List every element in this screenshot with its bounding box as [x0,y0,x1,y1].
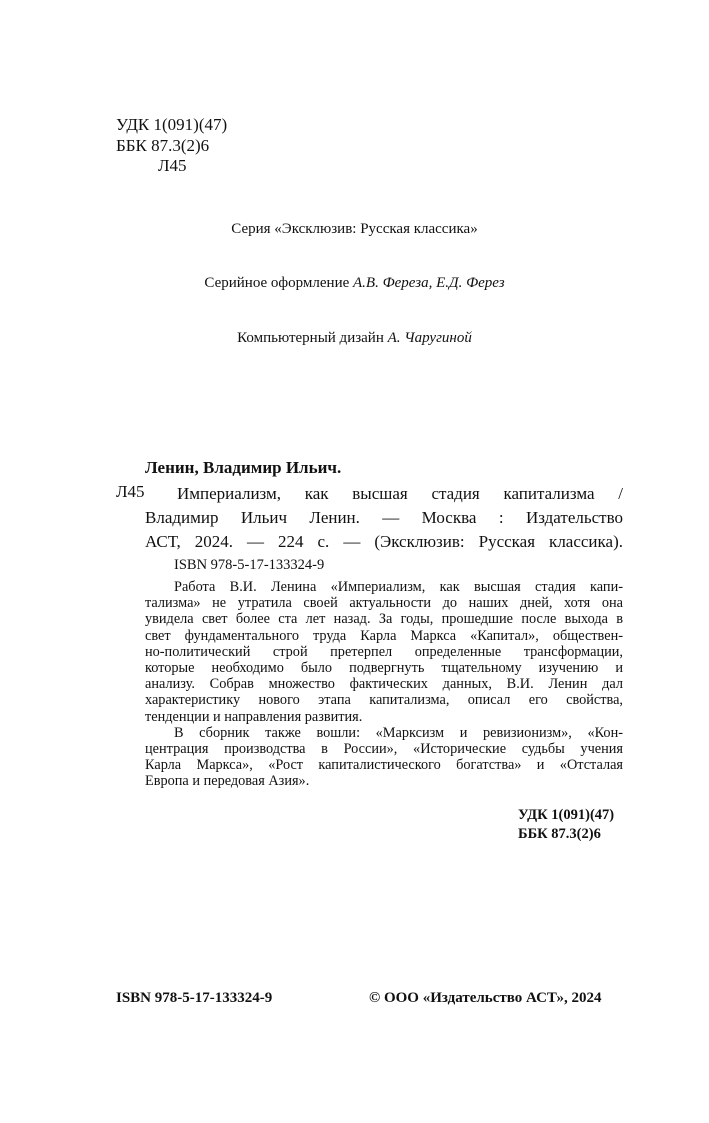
author-mark: Л45 [158,156,187,175]
annotation-line: которые необходимо было подвергнуть тщательному изучению и [145,660,623,677]
computer-design-name: А. Чаругиной [387,330,472,346]
annotation-line: В сборник также вошли: «Марксизм и ревизионизм», «Кон- [174,724,623,741]
title-line: АСТ, 2024. — 224 с. — (Эксклюзив: Русская классика). [145,532,623,551]
series-text: Серия «Эксклюзив: Русская классика» [231,221,478,237]
record-isbn: ISBN 978-5-17-133324-9 [174,557,325,573]
annotation-line: тенденции и направления развития. [145,708,363,725]
serial-design-line [0,275,709,292]
annotation-line: тализма» не утратила своей актуальности до наших дней, хотя она [145,595,623,612]
annotation-line: Европа и передовая Азия». [145,773,310,790]
bottom-bbk-code: ББК 87.3(2)6 [518,826,601,842]
serial-design-names: А.В. Фереза, Е.Д. Ферез [353,275,505,291]
record-code: Л45 [116,482,145,501]
record-title [145,482,623,554]
annotation-line: Карла Маркса», «Рост капиталистического богатства» и «Отсталая [145,757,623,774]
annotation-line: центрация производства в России», «Исторические судьбы учения [145,741,623,758]
classification-block [116,115,227,177]
annotation-line: но-политический строй претерпел определенные трансформации, [145,643,623,660]
bottom-udk-code: УДК 1(091)(47) [518,807,615,823]
annotation [145,579,623,790]
computer-design-line [0,330,709,347]
annotation-line: характеристику нового этапа капитализма, описал его свойства, [145,692,623,709]
annotation-line: свет фундаментального труда Карла Маркса «Капитал», обществен- [145,627,623,644]
title-line: Империализм, как высшая стадия капитализма / [177,484,623,503]
udk-code: УДК 1(091)(47) [116,115,228,134]
record-author: Ленин, Владимир Ильич. [145,458,342,477]
bbk-code: ББК 87.3(2)6 [116,135,210,155]
footer-isbn: ISBN 978-5-17-133324-9 [116,990,273,1006]
title-line: Владимир Ильич Ленин. — Москва : Издательство [145,508,623,527]
annotation-line: Работа В.И. Ленина «Империализм, как высшая стадия капи- [174,579,623,595]
serial-design-label: Серийное оформление [204,275,350,291]
annotation-line: анализу. Собрав множество фактических данных, В.И. Ленин дал [145,676,623,693]
bottom-classification [518,806,614,844]
annotation-line: увидела свет более ста лет назад. За годы, прошедшие после выхода в [145,611,623,628]
footer-copyright: © ООО «Издательство АСТ», 2024 [369,990,602,1006]
series-line [0,221,709,238]
computer-design-label: Компьютерный дизайн [237,330,384,346]
